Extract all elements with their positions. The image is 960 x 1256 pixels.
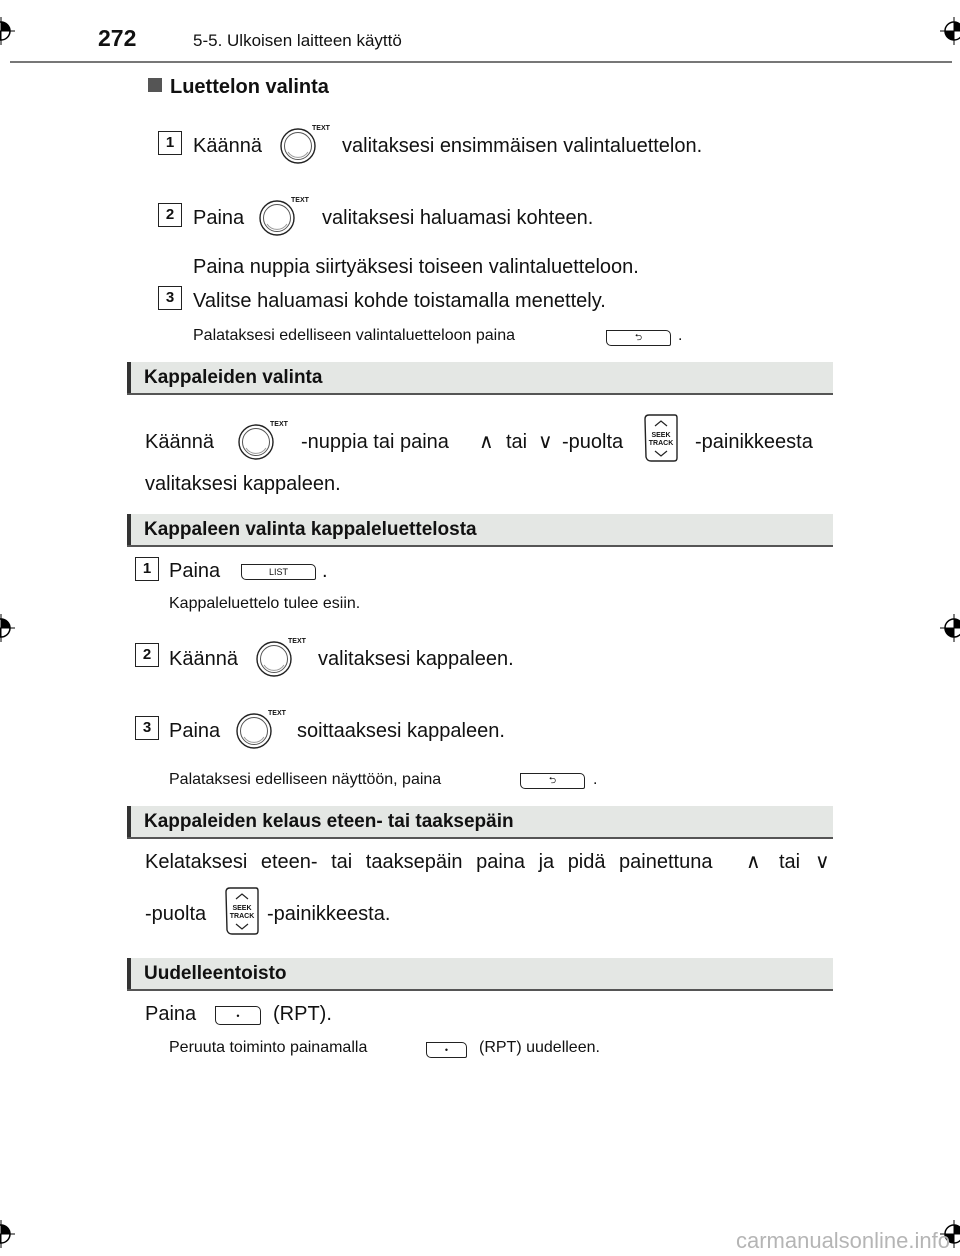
up-arrow-icon: ∧: [746, 851, 761, 873]
knob-label: TEXT: [291, 197, 309, 204]
registration-mark-icon: [940, 17, 960, 45]
text: -painikkeesta: [695, 431, 813, 453]
section-heading: Kappaleiden kelaus eteen- tai taaksepäin: [127, 806, 833, 839]
seek-track-button-icon: [643, 413, 679, 463]
track-label: TRACK: [229, 913, 255, 920]
list-selection-title: Luettelon valinta: [148, 75, 329, 99]
rpt-button-icon: •: [426, 1042, 467, 1058]
note-text-after: .: [678, 327, 683, 344]
chapter-title: 5-5. Ulkoisen laitteen käyttö: [193, 31, 402, 50]
page-number: 272: [98, 25, 137, 51]
up-arrow-icon: ∧: [479, 431, 494, 453]
track-label: TRACK: [648, 440, 674, 447]
step-number: 3: [158, 286, 182, 310]
step-text-before: Käännä: [193, 135, 262, 157]
tune-knob-icon: [236, 418, 288, 462]
step-note: Kappaleluettelo tulee esiin.: [169, 595, 361, 612]
text: valitaksesi kappaleen.: [145, 473, 341, 495]
step-number: 3: [135, 716, 159, 740]
step-number: 1: [158, 131, 182, 155]
section-heading: Uudelleentoisto: [127, 958, 833, 991]
registration-mark-icon: [940, 614, 960, 642]
down-arrow-icon: ∨: [815, 851, 830, 873]
text: -painikkeesta.: [267, 903, 391, 925]
step-text-after: .: [322, 560, 328, 582]
tune-knob-icon: [257, 194, 309, 238]
knob-label: TEXT: [312, 125, 330, 132]
back-button-icon: ⮌: [606, 330, 671, 346]
tune-knob-icon: [278, 122, 330, 166]
back-button-icon: ⮌: [520, 773, 585, 789]
watermark: carmanualsonline.info: [735, 1228, 950, 1253]
text: Kelataksesi eteen- tai taaksepäin paina ja pidä painettuna: [145, 851, 713, 873]
section-heading: Kappaleen valinta kappaleluettelosta: [127, 514, 833, 547]
step-text: Valitse haluamasi kohde toistamalla menettely.: [193, 290, 606, 312]
step-text-after: soittaaksesi kappaleen.: [297, 720, 505, 742]
text: Paina: [145, 1003, 197, 1025]
square-bullet-icon: [148, 78, 162, 92]
note-text-before: Palataksesi edelliseen näyttöön, paina: [169, 771, 442, 788]
note-text-before: Peruuta toiminto painamalla: [169, 1039, 368, 1056]
step-text-after: valitaksesi ensimmäisen valintaluettelon.: [342, 135, 703, 157]
step-number: 2: [135, 643, 159, 667]
knob-label: TEXT: [270, 421, 288, 428]
list-button-icon: LIST: [241, 564, 316, 580]
header-divider: [10, 61, 952, 63]
step-text-before: Paina: [169, 720, 221, 742]
step-text-line2: Paina nuppia siirtyäksesi toiseen valintaluetteloon.: [193, 256, 639, 278]
text: -puolta: [145, 903, 207, 925]
section-heading: Kappaleiden valinta: [127, 362, 833, 395]
text: -puolta: [562, 431, 624, 453]
note-text-after: .: [593, 771, 598, 788]
note-text-after: (RPT) uudelleen.: [479, 1039, 600, 1056]
step-text-before: Käännä: [169, 648, 238, 670]
tune-knob-icon: [234, 707, 286, 751]
registration-mark-icon: [0, 614, 15, 642]
seek-track-button-icon: [224, 886, 260, 936]
tune-knob-icon: [254, 635, 306, 679]
knob-label: TEXT: [268, 710, 286, 717]
note-text-before: Palataksesi edelliseen valintaluetteloon paina: [193, 327, 515, 344]
text: tai: [779, 851, 801, 873]
down-arrow-icon: ∨: [538, 431, 553, 453]
rpt-button-icon: •: [215, 1006, 261, 1025]
step-text-after: valitaksesi haluamasi kohteen.: [322, 207, 594, 229]
text: tai: [506, 431, 528, 453]
registration-mark-icon: [0, 17, 15, 45]
text: -nuppia tai paina: [301, 431, 449, 453]
text: (RPT).: [273, 1003, 332, 1025]
seek-label: SEEK: [232, 905, 252, 912]
step-text-before: Paina: [169, 560, 221, 582]
registration-mark-icon: [0, 1220, 15, 1248]
knob-label: TEXT: [288, 638, 306, 645]
step-number: 1: [135, 557, 159, 581]
seek-label: SEEK: [651, 432, 671, 439]
step-text-after: valitaksesi kappaleen.: [318, 648, 514, 670]
step-text-before: Paina: [193, 207, 245, 229]
text: Käännä: [145, 431, 214, 453]
step-number: 2: [158, 203, 182, 227]
